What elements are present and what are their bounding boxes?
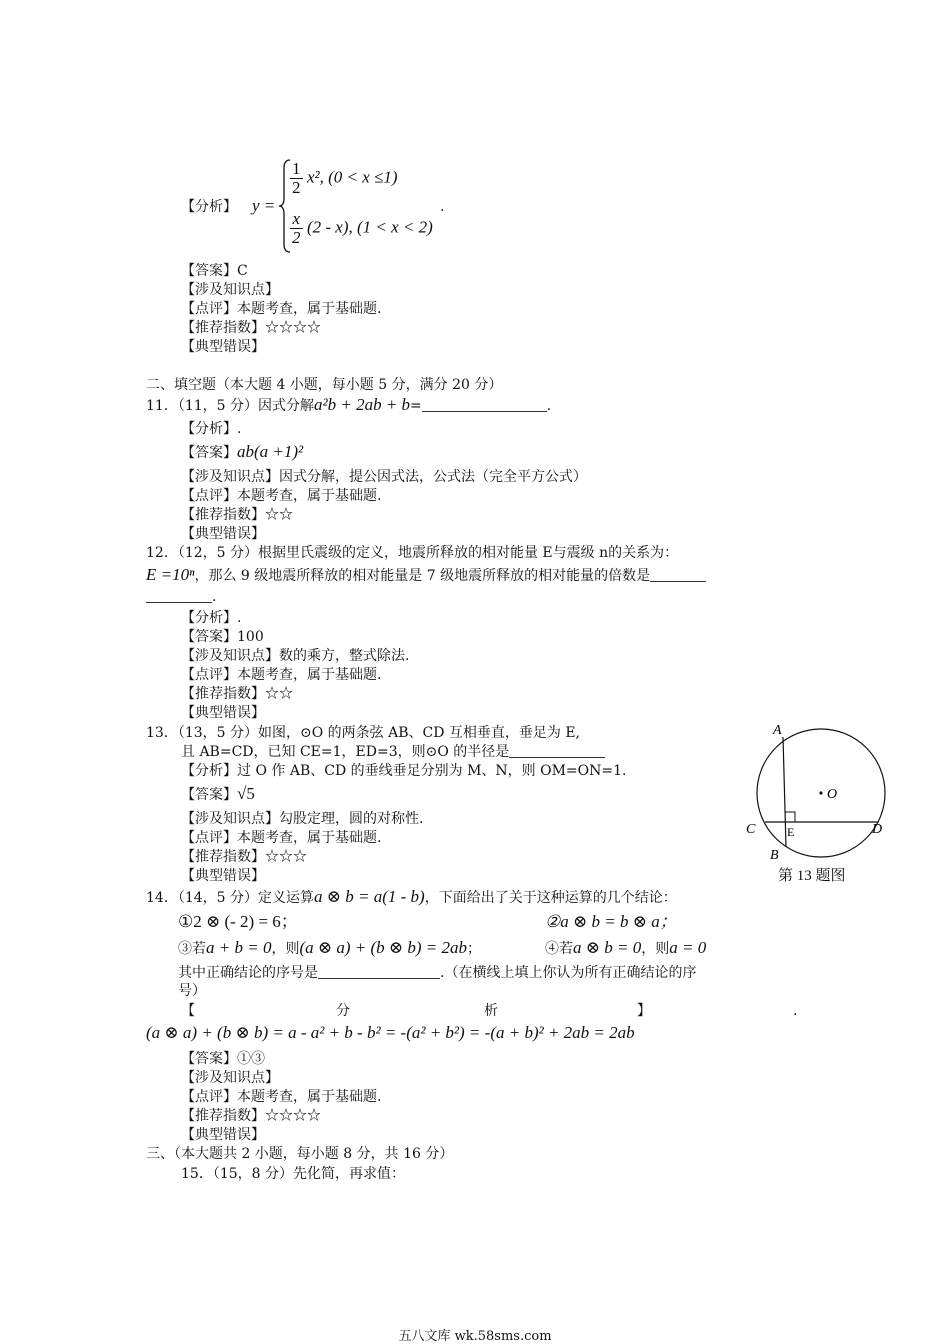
q14-rating: 【推荐指数】☆☆☆☆ [181,1108,321,1124]
q14-analysis-end: . [793,1003,798,1019]
q10-case-2 [290,210,433,247]
q14-question-line2: 号） [178,983,206,999]
q13-answer: 【答案】√5 [181,784,255,803]
fraction-x-half: $\frac{x}{2}$ [292,209,301,247]
q14-comment: 【点评】本题考查，属于基础题. [181,1089,382,1105]
q11-answer-expr: ab(a +1)² [237,442,304,461]
label-b: B [770,848,779,863]
q12-answer: 【答案】100 [181,629,264,645]
q12-answer-blank-2 [146,588,212,603]
q12-answer-blank-1 [650,567,706,582]
q10-analysis-label: 【分析】 [181,199,237,215]
q12-stem-line3: . [146,588,216,606]
label-o: O [827,787,838,802]
q14-knowledge: 【涉及知识点】 [181,1070,279,1086]
q14-answer-blank [318,964,440,979]
chord-ab [783,737,786,847]
q12-stem-line1: 12．（12，5 分）根据里氏震级的定义，地震所释放的相对能量 E与震级 n的关系为： [146,545,679,561]
q11-rating: 【推荐指数】☆☆ [181,507,293,523]
q11-expr: a²b + 2ab + b [314,395,411,414]
label-d: D [872,822,883,837]
q10-knowledge: 【涉及知识点】 [181,282,279,298]
q10-case-1 [290,160,398,197]
q11-analysis: 【分析】. [181,421,242,437]
q14-conclusion-1: ①2 ⊗ (- 2) = 6； [178,912,298,931]
right-angle-mark [785,812,795,822]
case-1-expr: x², (0 < x ≤1) [306,167,398,187]
q12-knowledge: 【涉及知识点】数的乘方，整式除法. [181,648,410,664]
q13-figure-caption: 第 13 题图 [778,868,846,884]
q12-errors: 【典型错误】 [181,705,265,721]
q12-rating: 【推荐指数】☆☆ [181,686,293,702]
q10-eq-lhs: y = [252,196,276,215]
footer-watermark: 五八文库 wk.58sms.com [398,1329,552,1344]
q13-errors: 【典型错误】 [181,868,265,884]
q11-errors: 【典型错误】 [181,526,265,542]
q13-comment: 【点评】本题考查，属于基础题. [181,830,382,846]
label-c: C [746,822,756,837]
q14-analysis-a: 分 [336,1003,350,1019]
q10-answer: 【答案】C [181,263,248,279]
q10-errors: 【典型错误】 [181,339,265,355]
q10-period: . [440,199,445,215]
fraction-one-half: $\frac{1}{2}$ [292,159,301,197]
q12-stem-line2: E =10ⁿ，那么 9 级地震所释放的相对能量是 7 级地震所释放的相对能量的倍数是 [146,566,706,585]
q14-conclusion-4: ④若a ⊗ b = 0，则a = 0 [545,938,707,957]
q14-errors: 【典型错误】 [181,1127,265,1143]
q12-comment: 【点评】本题考查，属于基础题. [181,667,382,683]
q13-rating: 【推荐指数】☆☆☆ [181,849,307,865]
q14-stem: 14．（14，5 分）定义运算a ⊗ b = a(1 - b)，下面给出了关于这种运算的几个结论： [146,887,677,906]
q14-conclusion-2: ②a ⊗ b = b ⊗ a； [545,912,677,931]
case-2-expr: (2 - x), (1 < x < 2) [306,217,433,237]
q13-answer-expr: √5 [237,784,255,803]
q12-expr: E =10ⁿ [146,565,195,584]
q11-answer: 【答案】ab(a +1)² [181,442,304,461]
q11-comment: 【点评】本题考查，属于基础题. [181,488,382,504]
q11-knowledge: 【涉及知识点】因式分解，提公因式法，公式法（完全平方公式） [181,469,587,485]
q14-conclusion-3: ③若a + b = 0，则(a ⊗ a) + (b ⊗ b) = 2ab； [178,938,482,957]
center-point [819,791,822,794]
q10-comment: 【点评】本题考查，属于基础题. [181,301,382,317]
q12-analysis: 【分析】. [181,610,242,626]
q13-knowledge: 【涉及知识点】勾股定理，圆的对称性. [181,811,424,827]
section-2-heading: 二、填空题（本大题 4 小题，每小题 5 分，满分 20 分） [146,377,503,393]
q13-stem-line2: 且 AB=CD，已知 CE=1，ED=3，则⊙O 的半径是 [181,743,605,761]
q11-answer-blank [422,397,547,412]
label-a: A [773,723,782,738]
q13-answer-blank [509,743,605,758]
q14-analysis-b: 析 [484,1003,498,1019]
q11-stem: 11．（11，5 分）因式分解a²b + 2ab + b= . [146,395,552,414]
q14-analysis-close: 】 [637,1003,651,1019]
q14-analysis-expr: (a ⊗ a) + (b ⊗ b) = a - a² + b - b² = -(a² + b²) = -(a + b)² + 2ab = 2ab [146,1023,635,1042]
section-3-heading: 三、（本大题共 2 小题，每小题 8 分，共 16 分） [146,1146,454,1162]
q15-stem: 15．（15，8 分）先化简，再求值： [181,1166,405,1182]
q13-stem-line1: 13．（13，5 分）如图，⊙O 的两条弦 AB、CD 互相垂直，垂足为 E, [146,725,580,741]
q14-question-line1: 其中正确结论的序号是 .（在横线上填上你认为所有正确结论的序 [178,965,697,981]
q14-expr: a ⊗ b = a(1 - b) [314,887,425,906]
q10-rating: 【推荐指数】☆☆☆☆ [181,320,321,336]
q14-answer: 【答案】①③ [181,1051,265,1067]
q14-analysis-open: 【 [181,1003,195,1019]
q13-analysis: 【分析】过 O 作 AB、CD 的垂线垂足分别为 M、N，则 OM=ON=1. [181,763,627,779]
label-e: E [787,825,795,839]
